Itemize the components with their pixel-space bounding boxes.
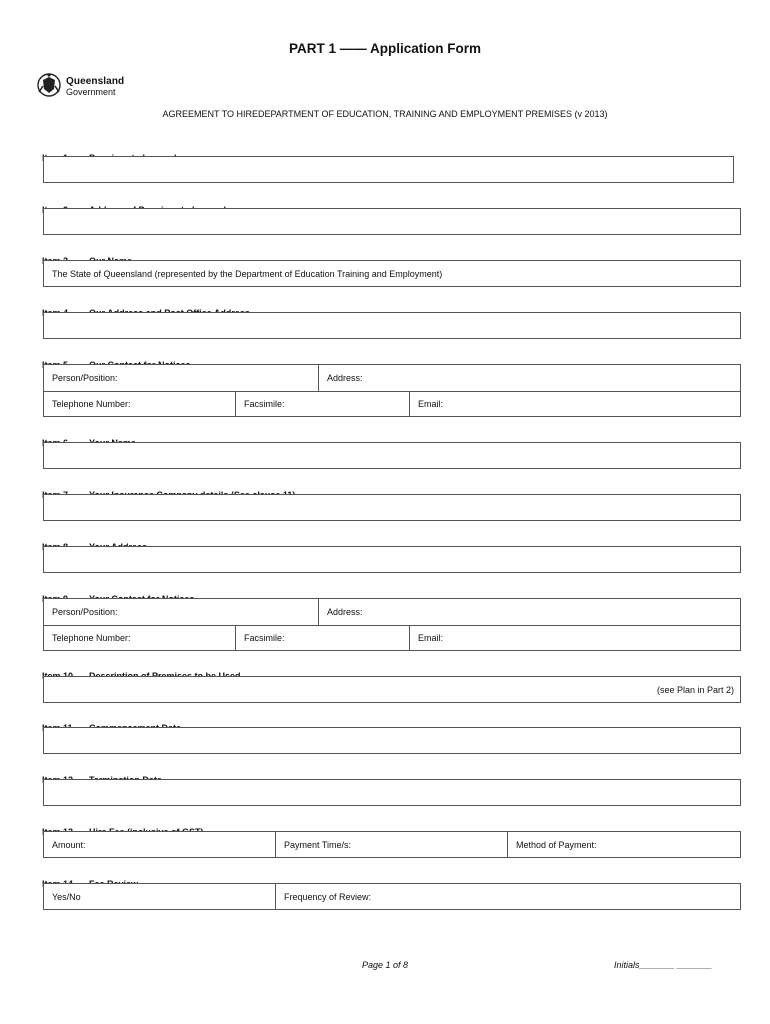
your-contact-email-cell[interactable] — [410, 625, 740, 650]
termination-date-field[interactable] — [43, 779, 741, 806]
logo-name: Queensland — [66, 76, 125, 87]
our-contact-telephone-cell[interactable] — [44, 391, 236, 416]
page-title: PART 1 —— Application Form — [288, 41, 481, 56]
premises-address-field[interactable] — [43, 208, 741, 235]
cell-label: Facsimile: — [244, 632, 285, 643]
cell-label: Telephone Number: — [52, 398, 131, 409]
our-name-field[interactable] — [43, 260, 741, 287]
commencement-date-field[interactable] — [43, 727, 741, 754]
fee-review-table — [43, 883, 741, 910]
cell-label: Email: — [418, 632, 444, 643]
form-subtitle-text: AGREEMENT TO HIREDEPARTMENT OF EDUCATION, TRAINING AND EMPLOYMENT PREMISES — [162, 109, 573, 119]
your-contact-telephone-cell[interactable] — [44, 625, 236, 650]
our-contact-table — [43, 364, 741, 417]
plan-note: (see Plan in Part 2) — [656, 684, 734, 695]
our-address-field[interactable] — [43, 312, 741, 339]
your-name-field[interactable] — [43, 442, 741, 469]
cell-label: Amount: — [52, 839, 86, 850]
cell-label: Person/Position: — [52, 373, 118, 383]
hire-fee-table — [43, 831, 741, 858]
cell-label: Payment Time/s: — [284, 839, 352, 850]
insurance-field[interactable] — [43, 494, 741, 521]
our-contact-person-cell[interactable] — [44, 365, 319, 391]
review-frequency-cell[interactable] — [276, 884, 740, 909]
logo-subname: Government — [66, 87, 116, 97]
premises-description-field[interactable] — [43, 676, 741, 703]
page-number: Page 1 of 8 — [361, 960, 409, 970]
cell-label: Email: — [418, 398, 444, 409]
your-contact-table — [43, 598, 741, 651]
yes-no-cell[interactable] — [44, 884, 276, 909]
amount-cell[interactable] — [44, 832, 276, 857]
your-contact-address-cell[interactable] — [319, 599, 740, 625]
your-contact-person-cell[interactable] — [44, 599, 319, 625]
our-contact-email-cell[interactable] — [410, 391, 740, 416]
cell-label: Address: — [327, 607, 363, 617]
payment-time-cell[interactable] — [276, 832, 508, 857]
payment-method-cell[interactable] — [508, 832, 740, 857]
cell-label: Yes/No — [52, 891, 81, 902]
cell-label: Frequency of Review: — [284, 891, 372, 902]
queensland-government-logo — [36, 72, 136, 100]
your-address-field[interactable] — [43, 546, 741, 573]
premises-field[interactable] — [43, 156, 734, 183]
queensland-crest-icon — [36, 72, 62, 98]
form-subtitle — [0, 109, 770, 119]
your-contact-facsimile-cell[interactable] — [236, 625, 410, 650]
cell-label: Person/Position: — [52, 607, 118, 617]
our-contact-address-cell[interactable] — [319, 365, 740, 391]
cell-label: Facsimile: — [244, 398, 285, 409]
form-version: (v 2013) — [574, 109, 608, 119]
our-contact-facsimile-cell[interactable] — [236, 391, 410, 416]
our-name-value: The State of Queensland (represented by the Department of Education Training and Employment) — [52, 268, 443, 279]
initials-line: Initials_______ _______ — [614, 960, 713, 970]
cell-label: Telephone Number: — [52, 632, 131, 643]
cell-label: Method of Payment: — [516, 839, 597, 850]
cell-label: Address: — [327, 373, 363, 383]
